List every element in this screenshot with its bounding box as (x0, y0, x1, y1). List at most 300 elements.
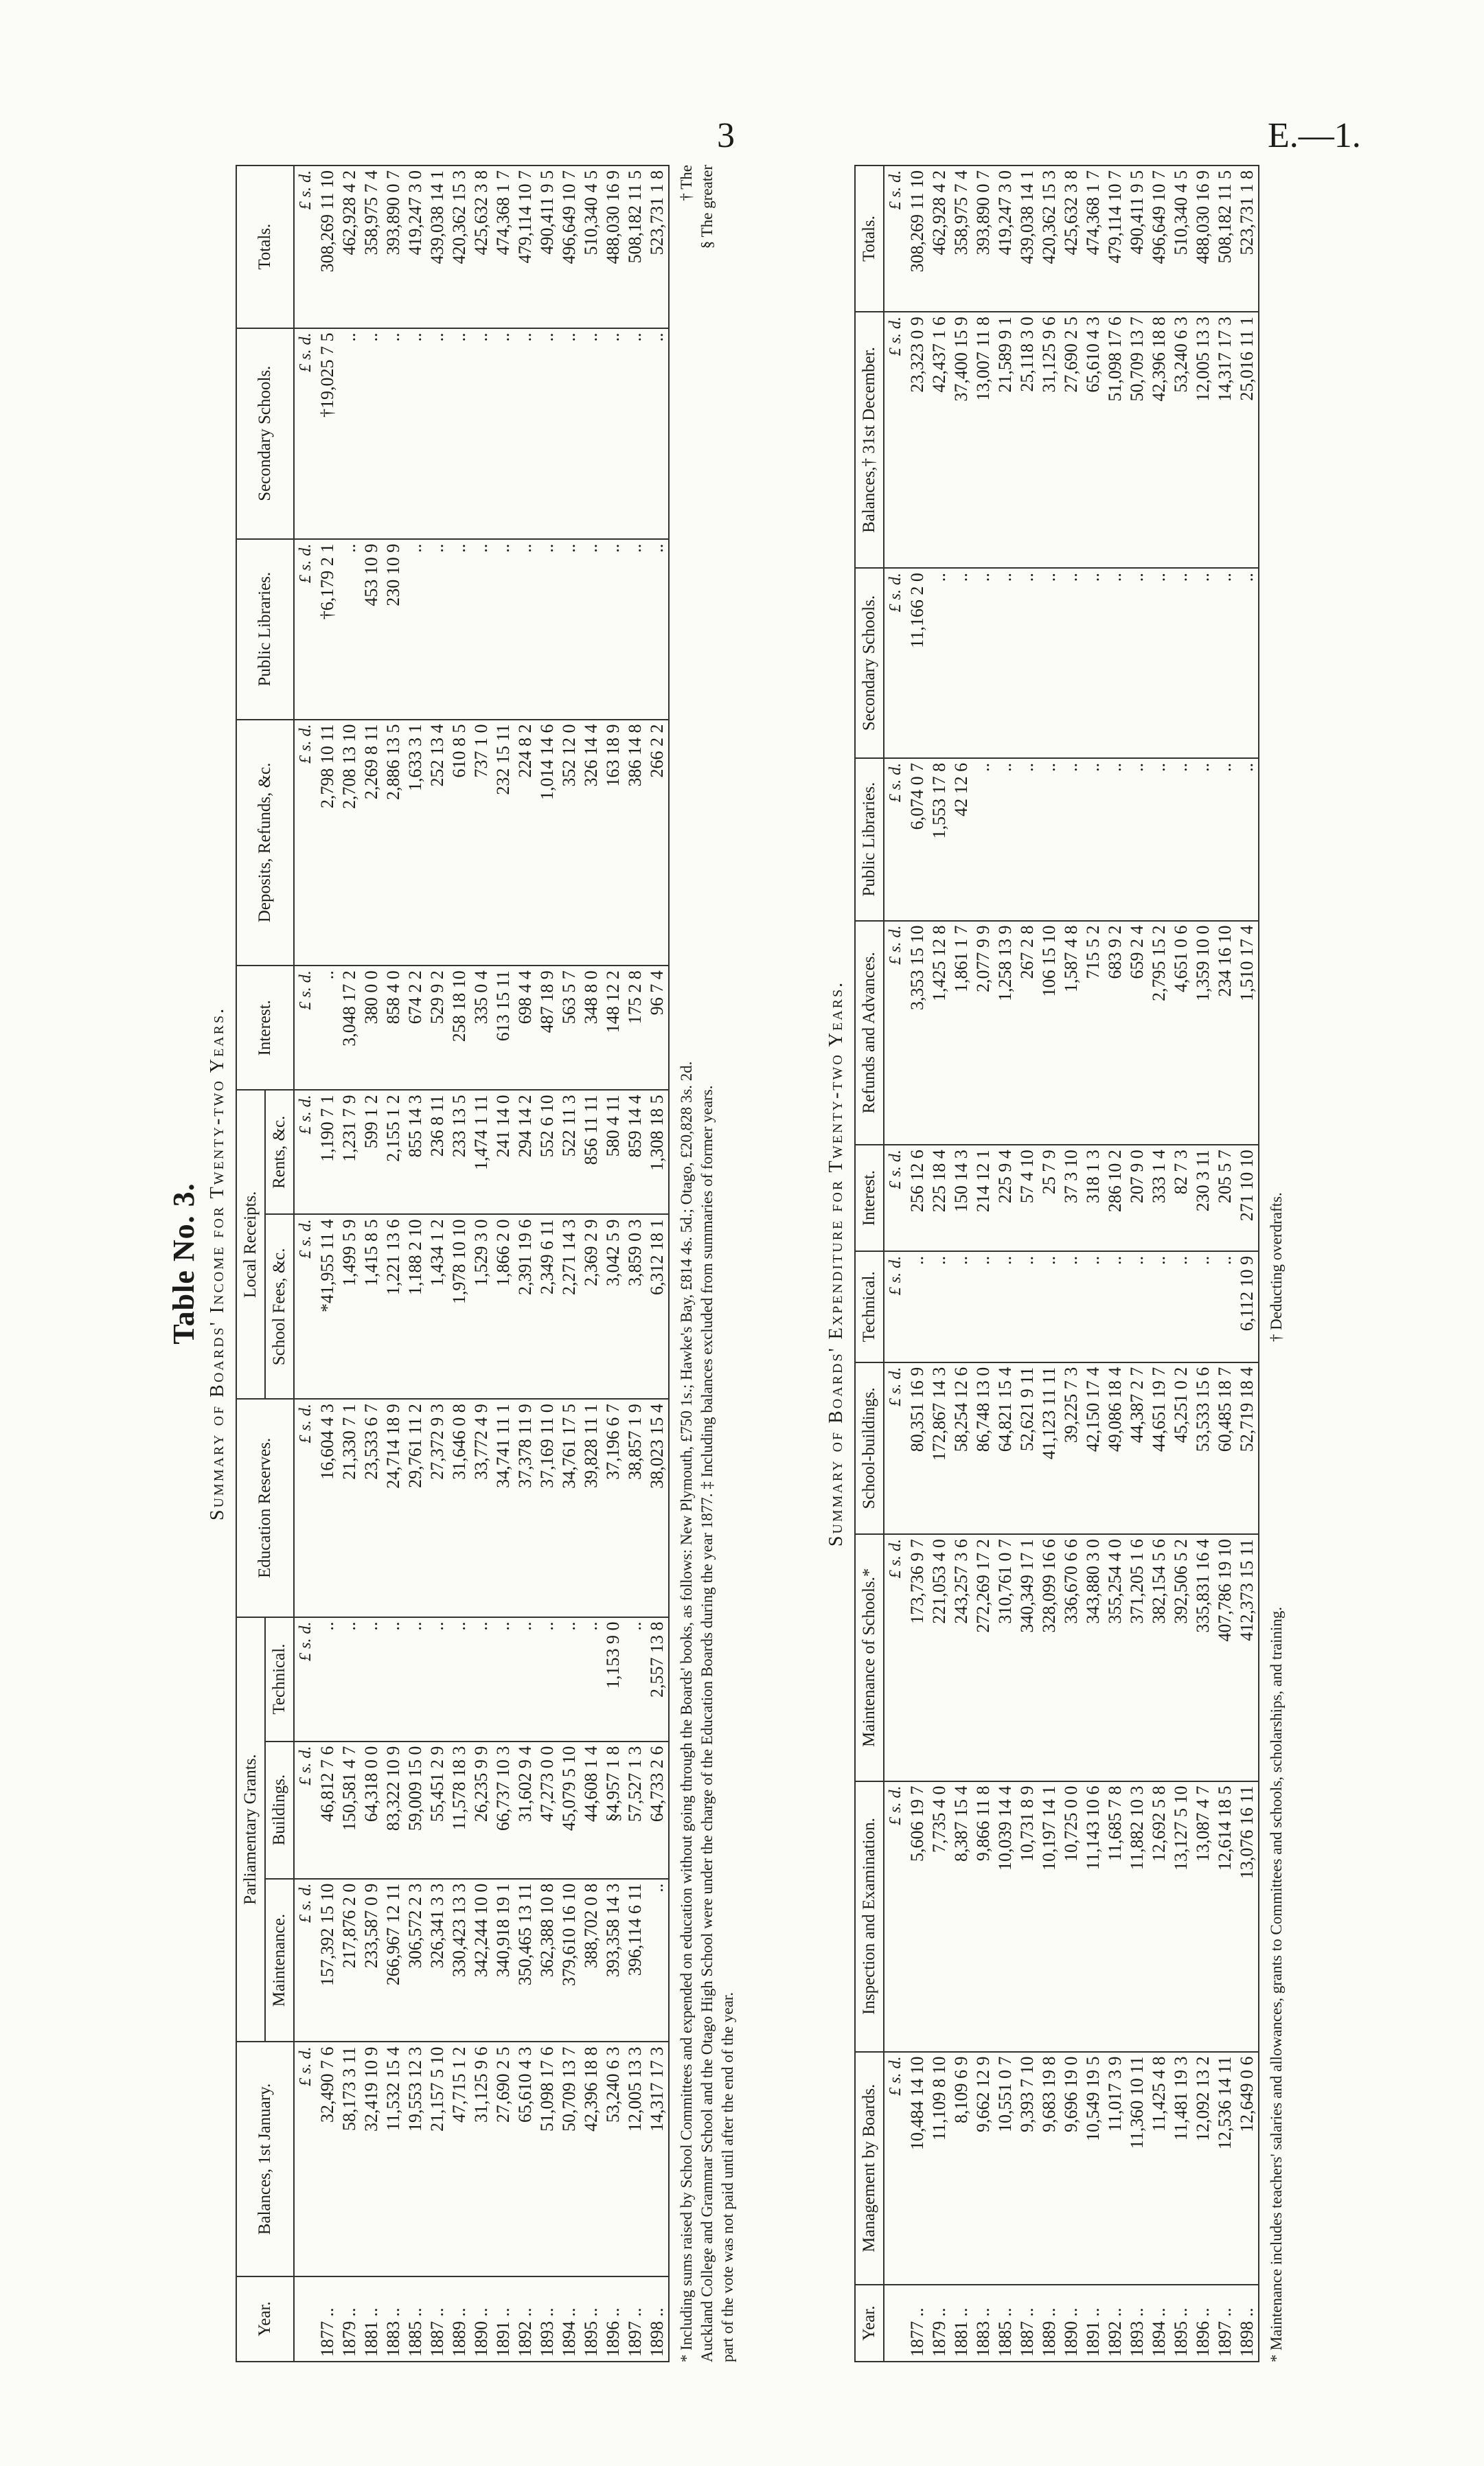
value-cell: .. (1082, 1251, 1104, 1362)
value-cell: 50,709 13 7 (558, 2042, 580, 2276)
value-cell: .. (1016, 568, 1038, 758)
value-cell: .. (1038, 1251, 1060, 1362)
value-cell: 172,867 14 3 (928, 1362, 950, 1534)
year-cell: 1889 .. (1038, 2285, 1060, 2362)
expenditure-footnotes (1266, 165, 1287, 2362)
value-cell: 272,269 17 2 (972, 1534, 994, 1781)
value-cell: .. (317, 1617, 339, 1742)
value-cell: 859 14 4 (624, 1090, 646, 1214)
value-cell: .. (492, 328, 514, 539)
value-cell: 1,190 7 1 (317, 1090, 339, 1214)
value-cell: .. (448, 1617, 470, 1742)
value-cell: 47,715 1 2 (448, 2042, 470, 2276)
value-cell: 148 12 2 (602, 966, 624, 1090)
value-cell: .. (558, 328, 580, 539)
column-header: Interest. (236, 966, 294, 1090)
value-cell: .. (492, 1617, 514, 1742)
value-cell: 233 13 5 (448, 1090, 470, 1214)
unit-cell: £ s. d. (884, 568, 906, 758)
expenditure-table (854, 165, 1259, 2362)
value-cell: .. (972, 758, 994, 921)
value-cell: 24,714 18 9 (383, 1399, 404, 1617)
value-cell: .. (602, 328, 624, 539)
value-cell: 737 1 0 (470, 720, 492, 966)
value-cell: .. (1148, 568, 1170, 758)
value-cell: §4,957 1 8 (602, 1742, 624, 1879)
year-cell: 1883 .. (383, 2276, 404, 2362)
value-cell: 2,369 2 9 (580, 1214, 602, 1399)
year-cell: 1897 .. (1214, 2285, 1236, 2362)
table-row (1126, 165, 1148, 2362)
value-cell: 13,087 4 7 (1192, 1781, 1214, 2052)
value-cell: 522 11 3 (558, 1090, 580, 1214)
footnote-dagger: † The (678, 165, 695, 201)
table-row (646, 165, 669, 2362)
value-cell: 37,196 6 7 (602, 1399, 624, 1617)
value-cell: .. (928, 1251, 950, 1362)
value-cell: .. (470, 328, 492, 539)
value-cell: 225 9 4 (994, 1145, 1016, 1251)
value-cell: 2,795 15 2 (1148, 921, 1170, 1145)
value-cell: 462,928 4 2 (928, 165, 950, 312)
value-cell: 523,731 1 8 (1236, 165, 1259, 312)
year-cell: 1898 .. (646, 2276, 669, 2362)
value-cell: .. (383, 328, 404, 539)
year-cell: 1890 .. (470, 2276, 492, 2362)
table-row (580, 165, 602, 2362)
value-cell: .. (580, 539, 602, 720)
column-header: Secondary Schools. (236, 328, 294, 539)
value-cell: 355,254 4 0 (1104, 1534, 1126, 1781)
value-cell: 150 14 3 (950, 1145, 972, 1251)
year-cell: 1895 .. (580, 2276, 602, 2362)
value-cell: 27,372 9 3 (426, 1399, 448, 1617)
year-cell: 1892 .. (514, 2276, 536, 2362)
value-cell: 12,649 0 6 (1236, 2052, 1259, 2285)
value-cell: 6,312 18 1 (646, 1214, 669, 1399)
year-cell: 1893 .. (1126, 2285, 1148, 2362)
value-cell: 2,798 10 11 (317, 720, 339, 966)
value-cell: 1,425 12 8 (928, 921, 950, 1145)
value-cell: 57 4 10 (1016, 1145, 1038, 1251)
value-cell: 58,173 3 11 (339, 2042, 361, 2276)
income-footnotes (676, 165, 738, 2362)
column-header: Maintenance. (265, 1879, 294, 2042)
unit-cell: £ s. d. (884, 165, 906, 312)
value-cell: .. (536, 1617, 558, 1742)
value-cell: .. (426, 328, 448, 539)
value-cell: 11,532 15 4 (383, 2042, 404, 2276)
value-cell: .. (426, 1617, 448, 1742)
year-cell: 1898 .. (1236, 2285, 1259, 2362)
value-cell: .. (994, 758, 1016, 921)
value-cell: 60,485 18 7 (1214, 1362, 1236, 1534)
table-row (624, 165, 646, 2362)
unit-cell: £ s. d. (884, 312, 906, 568)
value-cell: 32,490 7 6 (317, 2042, 339, 2276)
value-cell: .. (1170, 568, 1192, 758)
value-cell: .. (317, 966, 339, 1090)
value-cell: 462,928 4 2 (339, 165, 361, 328)
value-cell: 106 15 10 (1038, 921, 1060, 1145)
value-cell: 9,683 19 8 (1038, 2052, 1060, 2285)
year-cell: 1881 .. (950, 2285, 972, 2362)
column-header: Maintenance of Schools.* (855, 1534, 884, 1781)
unit-cell: £ s. d. (294, 1399, 317, 1617)
value-cell: 488,030 16 9 (1192, 165, 1214, 312)
value-cell: 613 15 11 (492, 966, 514, 1090)
value-cell: 326 14 4 (580, 720, 602, 966)
column-header: Rents, &c. (265, 1090, 294, 1214)
value-cell: 352 12 0 (558, 720, 580, 966)
column-header: Education Reserves. (236, 1399, 294, 1617)
table-row (448, 165, 470, 2362)
value-cell: 163 18 9 (602, 720, 624, 966)
value-cell: .. (383, 1617, 404, 1742)
value-cell: 23,533 6 7 (361, 1399, 383, 1617)
year-cell: 1895 .. (1170, 2285, 1192, 2362)
value-cell: 1,231 7 9 (339, 1090, 361, 1214)
value-cell: 9,393 7 10 (1016, 2052, 1038, 2285)
value-cell: .. (624, 539, 646, 720)
unit-cell: £ s. d. (294, 328, 317, 539)
value-cell: 173,736 9 7 (906, 1534, 928, 1781)
value-cell: 50,709 13 7 (1126, 312, 1148, 568)
value-cell: 44,651 19 7 (1148, 1362, 1170, 1534)
value-cell: 150,581 4 7 (339, 1742, 361, 1879)
value-cell: .. (1126, 758, 1148, 921)
value-cell: 38,857 1 9 (624, 1399, 646, 1617)
value-cell: 12,005 13 3 (1192, 312, 1214, 568)
value-cell: 86,748 13 0 (972, 1362, 994, 1534)
value-cell: 336,670 6 6 (1060, 1534, 1082, 1781)
value-cell: 396,114 6 11 (624, 1879, 646, 2042)
column-header: Inspection and Examination. (855, 1781, 884, 2052)
value-cell: 474,368 1 7 (492, 165, 514, 328)
value-cell: .. (514, 1617, 536, 1742)
value-cell: 57,527 1 3 (624, 1742, 646, 1879)
value-cell: 11,143 10 6 (1082, 1781, 1104, 2052)
value-cell: 328,099 16 6 (1038, 1534, 1060, 1781)
value-cell: 217,876 2 0 (339, 1879, 361, 2042)
column-header: School Fees, &c. (265, 1214, 294, 1399)
value-cell: 318 1 3 (1082, 1145, 1104, 1251)
value-cell: 1,866 2 0 (492, 1214, 514, 1399)
value-cell: 9,696 19 0 (1060, 2052, 1082, 2285)
value-cell: 205 5 7 (1214, 1145, 1236, 1251)
value-cell: .. (514, 539, 536, 720)
table-row (317, 165, 339, 2362)
value-cell: 2,349 6 11 (536, 1214, 558, 1399)
value-cell: .. (580, 1617, 602, 1742)
year-cell: 1877 .. (317, 2276, 339, 2362)
value-cell: .. (994, 1251, 1016, 1362)
footnote-line2: Auckland College and Grammar School and the Otago High School were under the charge of the Education Boards during the year 1877. (698, 1493, 716, 2362)
value-cell: 2,391 19 6 (514, 1214, 536, 1399)
value-cell: 51,098 17 6 (536, 2042, 558, 2276)
value-cell: .. (1214, 1251, 1236, 1362)
value-cell: 21,330 7 1 (339, 1399, 361, 1617)
value-cell: 659 2 4 (1126, 921, 1148, 1145)
value-cell: .. (1170, 758, 1192, 921)
value-cell: 425,632 3 8 (1060, 165, 1082, 312)
value-cell: .. (624, 1617, 646, 1742)
value-cell: .. (950, 568, 972, 758)
value-cell: 379,610 16 10 (558, 1879, 580, 2042)
value-cell: 439,038 14 1 (1016, 165, 1038, 312)
unit-cell: £ s. d. (294, 1879, 317, 2042)
value-cell: .. (404, 1617, 426, 1742)
value-cell: 58,254 12 6 (950, 1362, 972, 1534)
table-row (492, 165, 514, 2362)
unit-cell: £ s. d. (884, 2052, 906, 2285)
value-cell: 33,772 4 9 (470, 1399, 492, 1617)
value-cell: 10,551 0 7 (994, 2052, 1016, 2285)
value-cell: 11,882 10 3 (1126, 1781, 1148, 2052)
value-cell: 224 8 2 (514, 720, 536, 966)
value-cell: 342,244 10 0 (470, 1879, 492, 2042)
value-cell: .. (580, 328, 602, 539)
value-cell: .. (470, 539, 492, 720)
value-cell: 11,109 8 10 (928, 2052, 950, 2285)
year-cell: 1891 .. (492, 2276, 514, 2362)
value-cell: 453 10 9 (361, 539, 383, 720)
value-cell: 2,886 13 5 (383, 720, 404, 966)
value-cell: 3,042 5 9 (602, 1214, 624, 1399)
unit-cell: £ s. d. (294, 966, 317, 1090)
value-cell: 580 4 11 (602, 1090, 624, 1214)
value-cell: 14,317 17 3 (646, 2042, 669, 2276)
value-cell: 326,341 3 3 (426, 1879, 448, 2042)
value-cell: 10,484 14 10 (906, 2052, 928, 2285)
table-row (1192, 165, 1214, 2362)
value-cell: 490,411 9 5 (1126, 165, 1148, 312)
value-cell: 42,437 1 6 (928, 312, 950, 568)
value-cell: 2,269 8 11 (361, 720, 383, 966)
value-cell: .. (339, 1617, 361, 1742)
value-cell: 11,685 7 8 (1104, 1781, 1126, 2052)
value-cell: 29,761 11 2 (404, 1399, 426, 1617)
value-cell: 37,169 11 0 (536, 1399, 558, 1617)
table-row (1148, 165, 1170, 2362)
value-cell: .. (1038, 758, 1060, 921)
unit-cell: £ s. d. (294, 1090, 317, 1214)
page-reference: E.—1. (1268, 116, 1361, 155)
column-header: Management by Boards. (855, 2052, 884, 2285)
value-cell: 27,690 2 5 (492, 2042, 514, 2276)
column-header: Buildings. (265, 1742, 294, 1879)
value-cell: 37,378 11 9 (514, 1399, 536, 1617)
value-cell: .. (536, 539, 558, 720)
value-cell: 510,340 4 5 (580, 165, 602, 328)
table-row (361, 165, 383, 2362)
value-cell: 13,007 11 8 (972, 312, 994, 568)
column-header: School-buildings. (855, 1362, 884, 1534)
column-header: Balances, 1st January. (236, 2042, 294, 2276)
value-cell: 1,188 2 10 (404, 1214, 426, 1399)
value-cell: 157,392 15 10 (317, 1879, 339, 2042)
unit-cell (884, 2285, 906, 2362)
column-header: Technical. (265, 1617, 294, 1742)
value-cell: 488,030 16 9 (602, 165, 624, 328)
value-cell: 294 14 2 (514, 1090, 536, 1214)
value-cell: .. (1170, 1251, 1192, 1362)
value-cell: 16,604 4 3 (317, 1399, 339, 1617)
column-header: Year. (855, 2285, 884, 2362)
value-cell: 407,786 19 10 (1214, 1534, 1236, 1781)
value-cell: 855 14 3 (404, 1090, 426, 1214)
footnote-star: * Including sums raised by School Committees and expended on education without going through the Boards' books, as follows: New Plymouth, £750 1s.; Hawke's Bay, £814 4s. 5d.; Otago, £20,828 3s. 2d. (678, 1061, 695, 2362)
value-cell: 2,557 13 8 (646, 1617, 669, 1742)
value-cell: .. (602, 539, 624, 720)
year-cell: 1885 .. (404, 2276, 426, 2362)
value-cell: 388,702 0 8 (580, 1879, 602, 2042)
table-row (339, 165, 361, 2362)
income-subtitle: Summary of Boards' Income for Twenty-two Years. (207, 1006, 228, 1521)
value-cell: 25,016 11 1 (1236, 312, 1259, 568)
value-cell: 698 4 4 (514, 966, 536, 1090)
footnote-section: § The greater (698, 165, 716, 249)
value-cell: 232 15 11 (492, 720, 514, 966)
value-cell: 439,038 14 1 (426, 165, 448, 328)
value-cell: 66,737 10 3 (492, 1742, 514, 1879)
unit-cell: £ s. d. (294, 2042, 317, 2276)
value-cell: 343,880 3 0 (1082, 1534, 1104, 1781)
column-header: Balances,† 31st December. (855, 312, 884, 568)
value-cell: 599 1 2 (361, 1090, 383, 1214)
year-cell: 1896 .. (602, 2276, 624, 2362)
table-row (1038, 165, 1060, 2362)
value-cell: 64,733 2 6 (646, 1742, 669, 1879)
value-cell: .. (558, 539, 580, 720)
value-cell: .. (1192, 1251, 1214, 1362)
footnote-line3: part of the vote was not paid until after the end of the year. (719, 1991, 736, 2362)
value-cell: 38,023 15 4 (646, 1399, 669, 1617)
table-row (928, 165, 950, 2362)
value-cell: 11,481 19 3 (1170, 2052, 1192, 2285)
value-cell: 83,322 10 9 (383, 1742, 404, 1879)
value-cell: 8,109 6 9 (950, 2052, 972, 2285)
column-header: Totals. (855, 165, 884, 312)
value-cell: 19,553 12 3 (404, 2042, 426, 2276)
year-cell: 1879 .. (928, 2285, 950, 2362)
value-cell: 39,225 7 3 (1060, 1362, 1082, 1534)
value-cell: 1,308 18 5 (646, 1090, 669, 1214)
value-cell: 10,731 8 9 (1016, 1781, 1038, 2052)
value-cell: 358,975 7 4 (361, 165, 383, 328)
value-cell: 1,474 1 11 (470, 1090, 492, 1214)
value-cell: .. (514, 328, 536, 539)
value-cell: 10,549 19 5 (1082, 2052, 1104, 2285)
table-row (1016, 165, 1038, 2362)
page-number: 3 (717, 116, 735, 155)
value-cell: .. (1192, 758, 1214, 921)
table-row (558, 165, 580, 2362)
value-cell: .. (448, 539, 470, 720)
unit-cell: £ s. d. (884, 1145, 906, 1251)
unit-cell: £ s. d. (884, 758, 906, 921)
value-cell: 340,349 17 1 (1016, 1534, 1038, 1781)
value-cell: 241 14 0 (492, 1090, 514, 1214)
value-cell: 82 7 3 (1170, 1145, 1192, 1251)
expenditure-section (825, 165, 1287, 2362)
value-cell: 207 9 0 (1126, 1145, 1148, 1251)
column-header: Year. (236, 2276, 294, 2362)
value-cell: 233,587 0 9 (361, 1879, 383, 2042)
value-cell: .. (1148, 758, 1170, 921)
value-cell: 44,608 1 4 (580, 1742, 602, 1879)
value-cell: 234 16 10 (1214, 921, 1236, 1145)
value-cell: 1,553 17 8 (928, 758, 950, 921)
value-cell: 1,529 3 0 (470, 1214, 492, 1399)
value-cell: .. (1148, 1251, 1170, 1362)
value-cell: 23,323 0 9 (906, 312, 928, 568)
value-cell: .. (1236, 568, 1259, 758)
footnote-overdrafts: † Deducting overdrafts. (1268, 1192, 1285, 1343)
column-header: Secondary Schools. (855, 568, 884, 758)
value-cell: .. (1060, 1251, 1082, 1362)
unit-cell: £ s. d. (294, 539, 317, 720)
value-cell: †6,179 2 1 (317, 539, 339, 720)
expenditure-subtitle: Summary of Boards' Expenditure for Twenty-two Years. (825, 980, 847, 1547)
year-cell: 1885 .. (994, 2285, 1016, 2362)
value-cell: 1,978 10 10 (448, 1214, 470, 1399)
value-cell: 9,866 11 8 (972, 1781, 994, 2052)
unit-cell: £ s. d. (884, 921, 906, 1145)
value-cell: 479,114 10 7 (514, 165, 536, 328)
value-cell: .. (361, 1617, 383, 1742)
value-cell: 386 14 8 (624, 720, 646, 966)
value-cell: 11,425 4 8 (1148, 2052, 1170, 2285)
table-row (950, 165, 972, 2362)
year-cell: 1894 .. (1148, 2285, 1170, 2362)
year-cell: 1887 .. (1016, 2285, 1038, 2362)
value-cell: 1,014 14 6 (536, 720, 558, 966)
value-cell: 286 10 2 (1104, 1145, 1126, 1251)
value-cell: 65,610 4 3 (514, 2042, 536, 2276)
rotated-content (166, 165, 1457, 2362)
value-cell: 425,632 3 8 (470, 165, 492, 328)
income-table (236, 165, 670, 2362)
unit-cell: £ s. d. (884, 1251, 906, 1362)
value-cell: 53,533 15 6 (1192, 1362, 1214, 1534)
value-cell: .. (448, 328, 470, 539)
value-cell: 552 6 10 (536, 1090, 558, 1214)
value-cell: 335,831 16 4 (1192, 1534, 1214, 1781)
value-cell: 52,719 18 4 (1236, 1362, 1259, 1534)
unit-cell: £ s. d. (884, 1781, 906, 2052)
value-cell: 25 7 9 (1038, 1145, 1060, 1251)
value-cell: 12,005 13 3 (624, 2042, 646, 2276)
value-cell: 25,118 3 0 (1016, 312, 1038, 568)
value-cell: 474,368 1 7 (1082, 165, 1104, 312)
value-cell: 340,918 19 1 (492, 1879, 514, 2042)
value-cell: 44,387 2 7 (1126, 1362, 1148, 1534)
value-cell: 11,578 18 3 (448, 1742, 470, 1879)
value-cell: 330,423 13 3 (448, 1879, 470, 2042)
value-cell: 12,092 13 2 (1192, 2052, 1214, 2285)
value-cell: .. (339, 328, 361, 539)
value-cell: 306,572 2 3 (404, 1879, 426, 2042)
value-cell: †19,025 7 5 (317, 328, 339, 539)
value-cell: 55,451 2 9 (426, 1742, 448, 1879)
value-cell: .. (928, 568, 950, 758)
value-cell: .. (950, 1251, 972, 1362)
value-cell: .. (1082, 758, 1104, 921)
value-cell: .. (404, 539, 426, 720)
year-cell: 1890 .. (1060, 2285, 1082, 2362)
value-cell: .. (646, 328, 669, 539)
